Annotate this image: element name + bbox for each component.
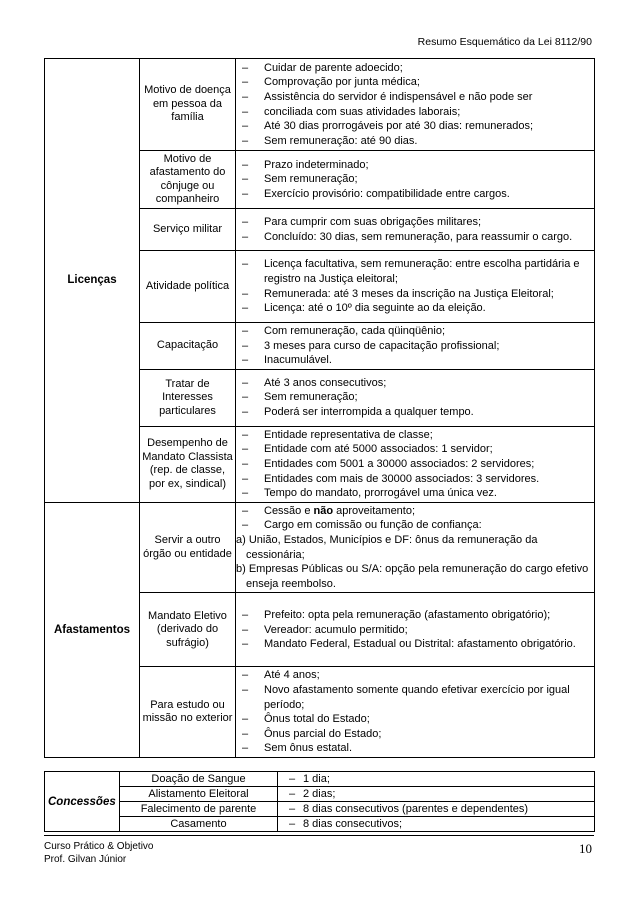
list-item-text: Até 30 dias prorrogáveis por até 30 dias: remunerados; [264, 120, 534, 133]
concession-duration: 8 dias consecutivos (parentes e dependentes) [303, 803, 529, 815]
list-item [240, 158, 590, 173]
dash-bullet: – [242, 504, 249, 517]
list-item-text: Mandato Federal, Estadual ou Distrital: afastamento obrigatório. [264, 638, 576, 651]
list-item [240, 390, 590, 405]
list-item [240, 75, 590, 90]
list-item [240, 405, 590, 420]
list-item-text: Inacumulável. [264, 354, 332, 367]
footer-divider [44, 835, 594, 836]
dash-bullet: – [242, 608, 249, 621]
list-item-text: Ônus total do Estado; [264, 713, 370, 726]
concession-duration: 8 dias consecutivos; [303, 818, 403, 830]
list-item [240, 353, 590, 368]
list-item-text: Sem ônus estatal. [264, 742, 353, 755]
sub-item-a: a) União, Estados, Municípios e DF: ônus da remuneração da cessionária; [236, 533, 538, 561]
text-fragment: Cessão e [264, 504, 314, 517]
dash-bullet: – [242, 683, 249, 696]
details-cell [236, 426, 595, 502]
concession-value [278, 817, 595, 832]
list-item [240, 623, 590, 638]
list-item [240, 457, 590, 472]
list-item [240, 287, 590, 302]
list-item [240, 518, 590, 533]
dash-bullet: – [242, 76, 249, 89]
list-item [240, 61, 590, 76]
list-item-text: Sem remuneração: até 90 dias. [264, 134, 418, 147]
concession-duration: 1 dia; [303, 773, 330, 785]
dash-bullet: – [242, 638, 249, 651]
dash-bullet: – [242, 391, 249, 404]
dash-bullet: – [242, 376, 249, 389]
concession-value [278, 772, 595, 787]
subcategory-cell: Mandato Eletivo (derivado do sufrágio) [140, 593, 236, 667]
list-item-text: Sem remuneração; [264, 391, 358, 404]
table-row [45, 502, 595, 593]
list-item [240, 442, 590, 457]
list-item [240, 187, 590, 202]
list-item-text: Novo afastamento somente quando efetivar exercício por igual período; [264, 683, 570, 711]
subcategory-cell: Desempenho de Mandato Classista (rep. de classe, por ex, sindical) [140, 426, 236, 502]
dash-bullet: – [242, 287, 249, 300]
list-item [240, 376, 590, 391]
dash-bullet: – [242, 487, 249, 500]
list-item-text: Até 4 anos; [264, 669, 320, 682]
list-item [240, 608, 590, 623]
dash-bullet: – [242, 61, 249, 74]
list-item [240, 504, 590, 519]
concession-name: Doação de Sangue [120, 772, 278, 787]
details-cell [236, 251, 595, 323]
list-item-text: Entidades com 5001 a 30000 associados: 2 servidores; [264, 457, 535, 470]
details-cell [236, 209, 595, 251]
page-header-title: Resumo Esquemático da Lei 8112/90 [417, 36, 592, 48]
table-row [45, 802, 595, 817]
subcategory-cell: Servir a outro órgão ou entidade [140, 502, 236, 593]
list-item-text [264, 504, 590, 519]
subcategory-cell: Capacitação [140, 323, 236, 370]
list-item [240, 727, 590, 742]
concession-value [278, 802, 595, 817]
list-item [240, 257, 590, 286]
concession-name: Falecimento de parente [120, 802, 278, 817]
category-concessoes: Concessões [45, 772, 120, 832]
list-item [240, 172, 590, 187]
details-cell [236, 59, 595, 151]
details-cell [236, 593, 595, 667]
dash-bullet: – [288, 803, 296, 815]
dash-bullet: – [242, 339, 249, 352]
list-item-text: Licença: até o 10º dia seguinte ao da eleição. [264, 302, 486, 315]
details-cell [236, 369, 595, 426]
list-item-text: Remunerada: até 3 meses da inscrição na Justiça Eleitoral; [264, 287, 554, 300]
list-item-text: Entidade representativa de classe; [264, 428, 433, 441]
page-number: 10 [579, 841, 592, 856]
list-item-text: Sem remuneração; [264, 173, 358, 186]
list-item-text: Cargo em comissão ou função de confiança: [264, 519, 482, 532]
list-item-text: Entidade com até 5000 associados: 1 servidor; [264, 443, 493, 456]
category-licencas: Licenças [45, 59, 140, 503]
concession-value [278, 787, 595, 802]
summary-table [44, 58, 595, 758]
list-item [240, 428, 590, 443]
dash-bullet: – [242, 90, 249, 103]
list-item [240, 339, 590, 354]
dash-bullet: – [242, 302, 249, 315]
dash-bullet: – [242, 713, 249, 726]
subcategory-cell: Tratar de Interesses particulares [140, 369, 236, 426]
list-item-text: Tempo do mandato, prorrogável uma única vez. [264, 487, 497, 500]
list-item [240, 230, 590, 245]
dash-bullet: – [288, 788, 296, 800]
dash-bullet: – [242, 428, 249, 441]
emphasis-text: não [313, 504, 334, 517]
list-item-text: 3 meses para curso de capacitação profissional; [264, 339, 500, 352]
list-item-text: Vereador: acumulo permitido; [264, 623, 408, 636]
dash-bullet: – [242, 623, 249, 636]
list-item-text: Poderá ser interrompida a qualquer tempo. [264, 406, 474, 419]
list-item [240, 683, 590, 712]
list-item-text: Prazo indeterminado; [264, 158, 369, 171]
afastamentos-section [45, 502, 595, 757]
dash-bullet: – [242, 406, 249, 419]
dash-bullet: – [242, 727, 249, 740]
list-item-text: Para cumprir com suas obrigações militares; [264, 215, 482, 228]
dash-bullet: – [242, 187, 249, 200]
dash-bullet: – [242, 354, 249, 367]
table-row [45, 787, 595, 802]
subcategory-cell: Para estudo ou missão no exterior [140, 667, 236, 758]
details-cell [236, 667, 595, 758]
footer-credits [44, 840, 154, 866]
dash-bullet: – [242, 443, 249, 456]
dash-bullet: – [242, 258, 249, 271]
concessoes-section [45, 772, 595, 832]
list-item [240, 324, 590, 339]
dash-bullet: – [242, 519, 249, 532]
list-item [240, 105, 590, 120]
table-row [45, 772, 595, 787]
dash-bullet: – [242, 230, 249, 243]
list-item-text: Com remuneração, cada qüinqüênio; [264, 325, 446, 337]
category-afastamentos: Afastamentos [45, 502, 140, 757]
dash-bullet: – [242, 134, 249, 147]
list-item [240, 215, 590, 230]
list-item [240, 119, 590, 134]
subcategory-cell: Motivo de afastamento do cônjuge ou companheiro [140, 151, 236, 209]
table-row [45, 59, 595, 151]
concession-name: Casamento [120, 817, 278, 832]
list-item [240, 668, 590, 683]
dash-bullet: – [242, 215, 249, 228]
list-item-text: Exercício provisório: compatibilidade entre cargos. [264, 187, 510, 200]
dash-bullet: – [242, 457, 249, 470]
dash-bullet: – [288, 773, 296, 785]
list-item [240, 90, 590, 105]
list-item-text: Licença facultativa, sem remuneração: entre escolha partidária e registro na Justiça eleitoral; [264, 258, 580, 285]
list-item-text: Cuidar de parente adoecido; [264, 61, 403, 74]
list-item-text: Até 3 anos consecutivos; [264, 376, 387, 389]
subcategory-cell: Atividade política [140, 251, 236, 323]
dash-bullet: – [242, 472, 249, 485]
list-item-text: Assistência do servidor é indispensável e não pode ser [264, 90, 533, 103]
subcategory-cell: Serviço militar [140, 209, 236, 251]
footer-course: Curso Prático & Objetivo [44, 841, 154, 852]
list-item [240, 637, 590, 652]
list-item [240, 741, 590, 756]
subcategory-cell: Motivo de doença em pessoa da família [140, 59, 236, 151]
list-item [240, 472, 590, 487]
sub-item-b: b) Empresas Públicas ou S/A: opção pela remuneração do cargo efetivo enseja reembolso. [236, 563, 589, 590]
dash-bullet: – [288, 818, 296, 830]
dash-bullet: – [242, 669, 249, 682]
licencas-section [45, 59, 595, 503]
concessoes-table [44, 771, 595, 832]
details-cell [236, 502, 595, 593]
dash-bullet: – [242, 158, 249, 171]
dash-bullet: – [242, 742, 249, 755]
list-item [240, 712, 590, 727]
details-cell [236, 151, 595, 209]
list-item-text: Prefeito: opta pela remuneração (afastamento obrigatório); [264, 608, 551, 621]
list-item-text: conciliada com suas atividades laborais; [264, 105, 461, 118]
list-item-text: Entidades com mais de 30000 associados: 3 servidores. [264, 472, 540, 485]
text-fragment: aproveitamento; [333, 504, 416, 517]
list-item [240, 301, 590, 316]
details-cell [236, 323, 595, 370]
dash-bullet: – [242, 105, 249, 118]
list-item-text: Concluído: 30 dias, sem remuneração, para reassumir o cargo. [264, 230, 573, 243]
footer-author: Prof. Gilvan Júnior [44, 854, 127, 865]
dash-bullet: – [242, 120, 249, 133]
dash-bullet: – [242, 173, 249, 186]
list-item-text: Ônus parcial do Estado; [264, 727, 382, 740]
concession-name: Alistamento Eleitoral [120, 787, 278, 802]
concession-duration: 2 dias; [303, 788, 336, 800]
list-item-text: Comprovação por junta médica; [264, 76, 420, 89]
table-row [45, 817, 595, 832]
list-item [240, 486, 590, 501]
dash-bullet: – [242, 325, 249, 337]
list-item [240, 134, 590, 149]
